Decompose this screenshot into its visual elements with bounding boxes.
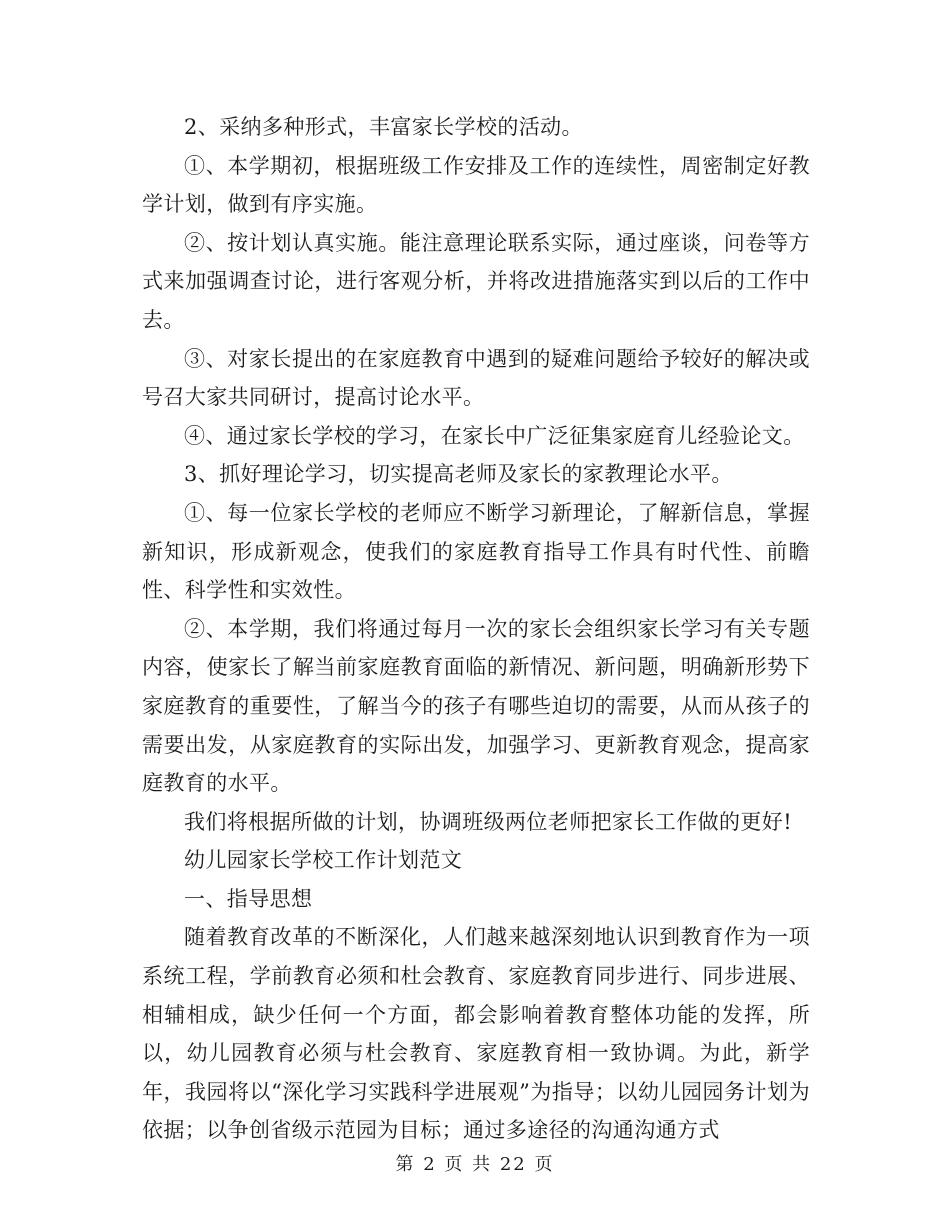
paragraph-1: 2、采纳多种形式，丰富家长学校的活动。 xyxy=(184,115,583,139)
paragraph-8: ②、本学期，我们将通过每月一次的家长会组织家长学习有关专题内容，使家长了解当前家庭教育面临的新情况、新问题，明确新形势下家庭教育的重要性，了解当今的孩子有哪些迫切的需要，从而从孩子的需要出发，从家庭教育的实际出发，加强学习、更新教育观念，提高家庭教育的水平。 xyxy=(142,616,810,796)
paragraph-4: ③、对家长提出的在家庭教育中遇到的疑难问题给予较好的解决或号召大家共同研讨，提高讨论水平。 xyxy=(142,346,810,410)
section-heading: 一、指导思想 xyxy=(184,886,313,911)
page-number-footer: 第 2 页 共 22 页 xyxy=(395,1154,555,1175)
paragraph-3: ②、按计划认真实施。能注意理论联系实际，通过座谈，问卷等方式来加强调查讨论，进行客观分析，并将改进措施落实到以后的工作中去。 xyxy=(142,230,810,332)
paragraph-5: ④、通过家长学校的学习，在家长中广泛征集家庭育儿经验论文。 xyxy=(184,423,805,448)
paragraph-12: 随着教育改革的不断深化，人们越来越深刻地认识到教育作为一项系统工程，学前教育必须和杜会教育、家庭教育同步进行、同步进展、相辅相成，缺少任何一个方面，都会影响着教育整体功能的发挥，所以，幼儿园教育必须与杜会教育、家庭教育相一致协调。为此，新学年，我园将以“深化学习实践科学进展观”为指导；以幼儿园园务计划为依据；以争创省级示范园为目标；通过多途径的沟通沟通方式 xyxy=(142,925,810,1143)
document-body xyxy=(142,108,810,1150)
paragraph-2: ①、本学期初，根据班级工作安排及工作的连续性，周密制定好教学计划，做到有序实施。 xyxy=(142,153,810,217)
paragraph-9: 我们将根据所做的计划，协调班级两位老师把家长工作做的更好! xyxy=(184,809,793,834)
paragraph-6: 3、抓好理论学习，切实提高老师及家长的家教理论水平。 xyxy=(184,462,733,487)
section-title: 幼儿园家长学校工作计划范文 xyxy=(184,848,463,873)
paragraph-7: ①、每一位家长学校的老师应不断学习新理论，了解新信息，掌握新知识，形成新观念，使我们的家庭教育指导工作具有时代性、前瞻性、科学性和实效性。 xyxy=(142,500,810,603)
